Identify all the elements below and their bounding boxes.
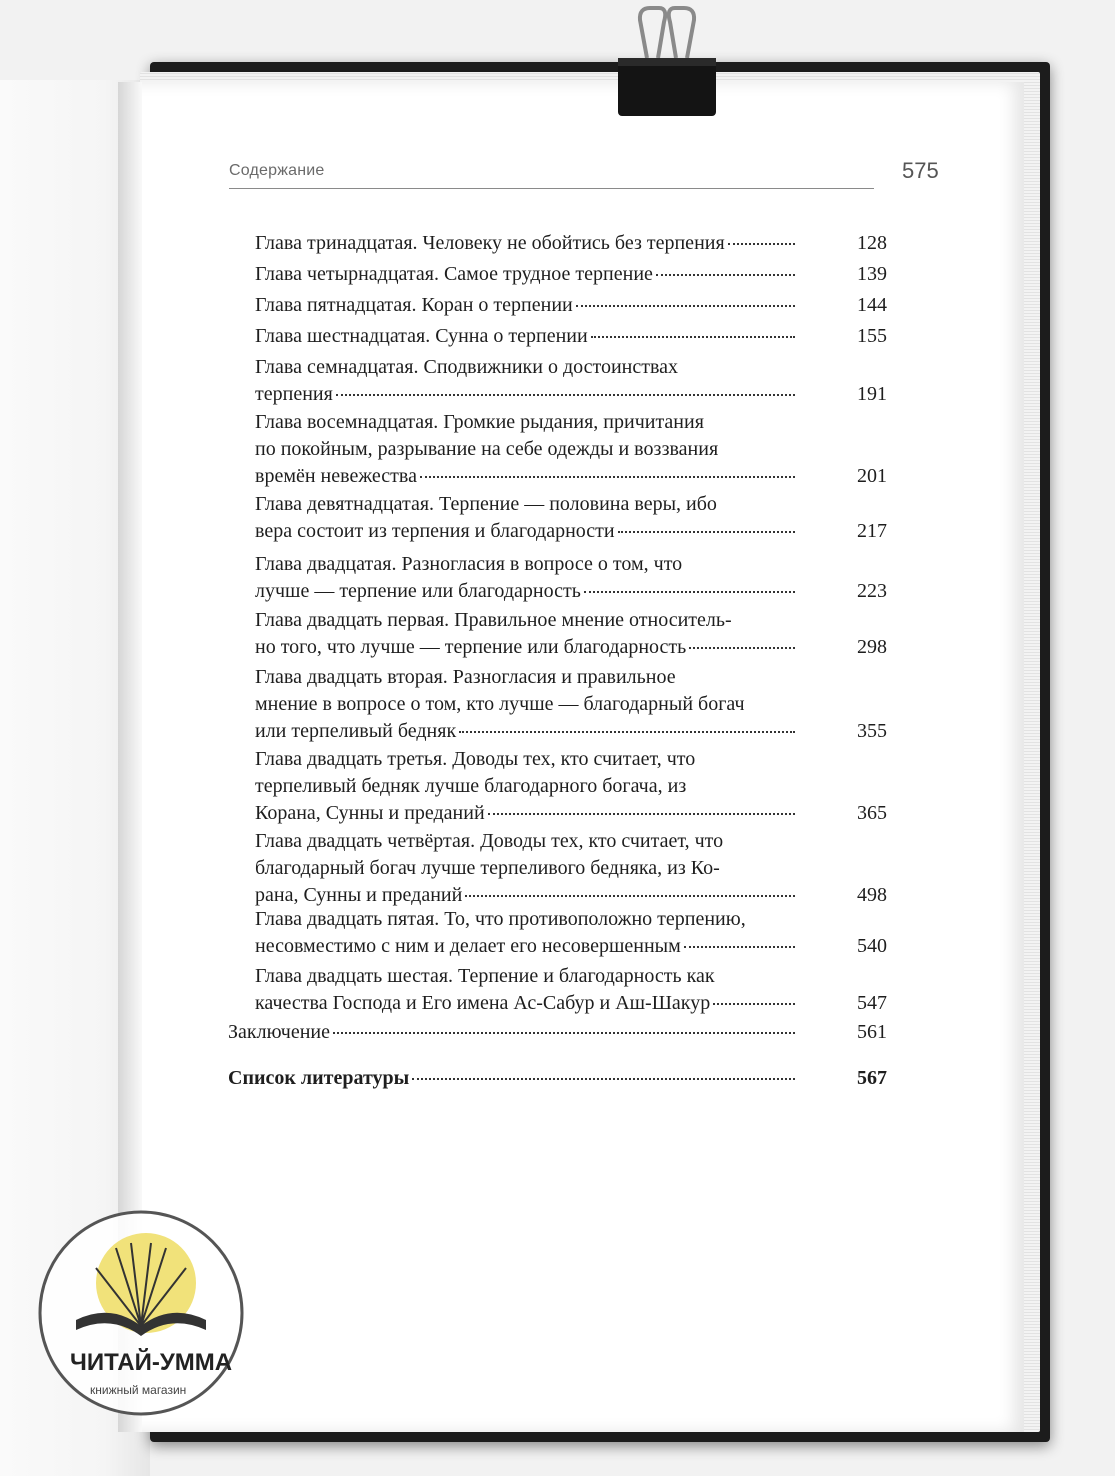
toc-page-number: 191 [857,383,887,405]
toc-entry-line: Глава семнадцатая. Сподвижники о достоинствах [255,356,679,378]
toc-page-number: 139 [857,263,887,285]
dot-leader [333,1031,795,1034]
toc-entry [255,323,887,350]
dot-leader [488,812,795,815]
dot-leader [591,335,795,338]
page-number: 575 [902,158,939,183]
dot-leader [336,393,795,396]
running-head: Содержание [229,162,325,179]
dot-leader [713,1002,795,1005]
toc-entry-line: Корана, Сунны и преданий [255,802,485,824]
store-logo-subtitle: книжный магазин [90,1383,187,1397]
toc-entry-line: Глава двадцать третья. Доводы тех, кто считает, что [255,748,696,770]
toc-entry-line: Заключение [228,1021,330,1043]
toc-page-number: 540 [857,935,887,957]
toc-entry-line: Глава восемнадцатая. Громкие рыдания, причитания [255,411,704,433]
dot-leader [584,590,795,593]
toc-entry-line: времён невежества [255,465,417,487]
toc-entry [255,491,887,545]
dot-leader [728,242,795,245]
toc-entry-line: Глава двадцать первая. Правильное мнение относитель- [255,609,732,631]
toc-page-number: 355 [857,720,887,742]
toc-entry [255,607,887,661]
dot-leader [412,1077,795,1080]
dot-leader [684,945,795,948]
toc-entry-conclusion [228,1019,887,1046]
dot-leader [618,530,795,533]
toc-entry [255,230,887,257]
toc-entry-line: Глава двадцать пятая. То, что противоположно терпению, [255,908,746,930]
toc-entry-line: вера состоит из терпения и благодарности [255,520,615,542]
toc-page-number: 298 [857,636,887,658]
toc-page-number: 567 [857,1067,887,1089]
toc-entry-line: терпеливый бедняк лучше благодарного богача, из [255,775,687,797]
toc-entry-line: Глава шестнадцатая. Сунна о терпении [255,325,588,347]
toc-page-number: 217 [857,520,887,542]
toc-page-number: 561 [857,1021,887,1043]
toc-page-number: 498 [857,884,887,906]
toc-entry-line: или терпеливый бедняк [255,720,457,742]
toc-entry-bibliography [228,1065,887,1092]
dot-leader [465,894,795,897]
dot-leader [656,273,795,276]
toc-entry-line: Глава двадцатая. Разногласия в вопросе о том, что [255,553,683,575]
toc-entry [255,664,887,745]
store-logo-title: ЧИТАЙ-УММА [70,1349,233,1376]
toc-entry-line: Глава пятнадцатая. Коран о терпении [255,294,573,316]
toc-entry-line: Список литературы [228,1067,410,1089]
toc-page-number: 128 [857,232,887,254]
toc-entry-line: качества Господа и Его имена Ас-Сабур и Аш-Шакур [255,992,711,1014]
toc-entry-line: терпения [255,383,333,405]
toc-entry-line: рана, Сунны и преданий [255,884,463,906]
toc-entry [255,354,887,408]
toc-entry [255,963,887,1017]
dot-leader [689,646,795,649]
toc-entry-line: лучше — терпение или благодарность [255,580,581,602]
dot-leader [420,475,795,478]
toc-page-number: 547 [857,992,887,1014]
toc-entry-line: мнение в вопросе о том, кто лучше — благодарный богач [255,693,745,715]
toc-entry-line: Глава двадцать шестая. Терпение и благодарность как [255,965,715,987]
dot-leader [576,304,795,307]
toc-page-number: 365 [857,802,887,824]
toc-entry [255,551,887,605]
toc-page-number: 223 [857,580,887,602]
toc-entry [255,828,887,909]
dot-leader [459,730,795,733]
toc-entry-line: Глава четырнадцатая. Самое трудное терпение [255,263,653,285]
toc-entry [255,292,887,319]
toc-entry [255,906,887,960]
toc-entry-line: по покойным, разрывание на себе одежды и воззвания [255,438,719,460]
toc-entry-line: несовместимо с ним и делает его несовершенным [255,935,681,957]
toc-entry-line: благодарный богач лучше терпеливого бедняка, из Ко- [255,857,720,879]
toc-entry-line: но того, что лучше — терпение или благодарность [255,636,687,658]
toc-page-number: 201 [857,465,887,487]
toc-entry [255,409,887,490]
toc-page-number: 144 [857,294,887,316]
toc-entry-line: Глава тринадцатая. Человеку не обойтись без терпения [255,232,725,254]
toc-entry [255,746,887,827]
toc-entry [255,261,887,288]
toc-entry-line: Глава двадцать четвёртая. Доводы тех, кто считает, что [255,830,724,852]
toc-entry-line: Глава двадцать вторая. Разногласия и правильное [255,666,676,688]
toc-page-number: 155 [857,325,887,347]
toc-entry-line: Глава девятнадцатая. Терпение — половина веры, ибо [255,493,717,515]
